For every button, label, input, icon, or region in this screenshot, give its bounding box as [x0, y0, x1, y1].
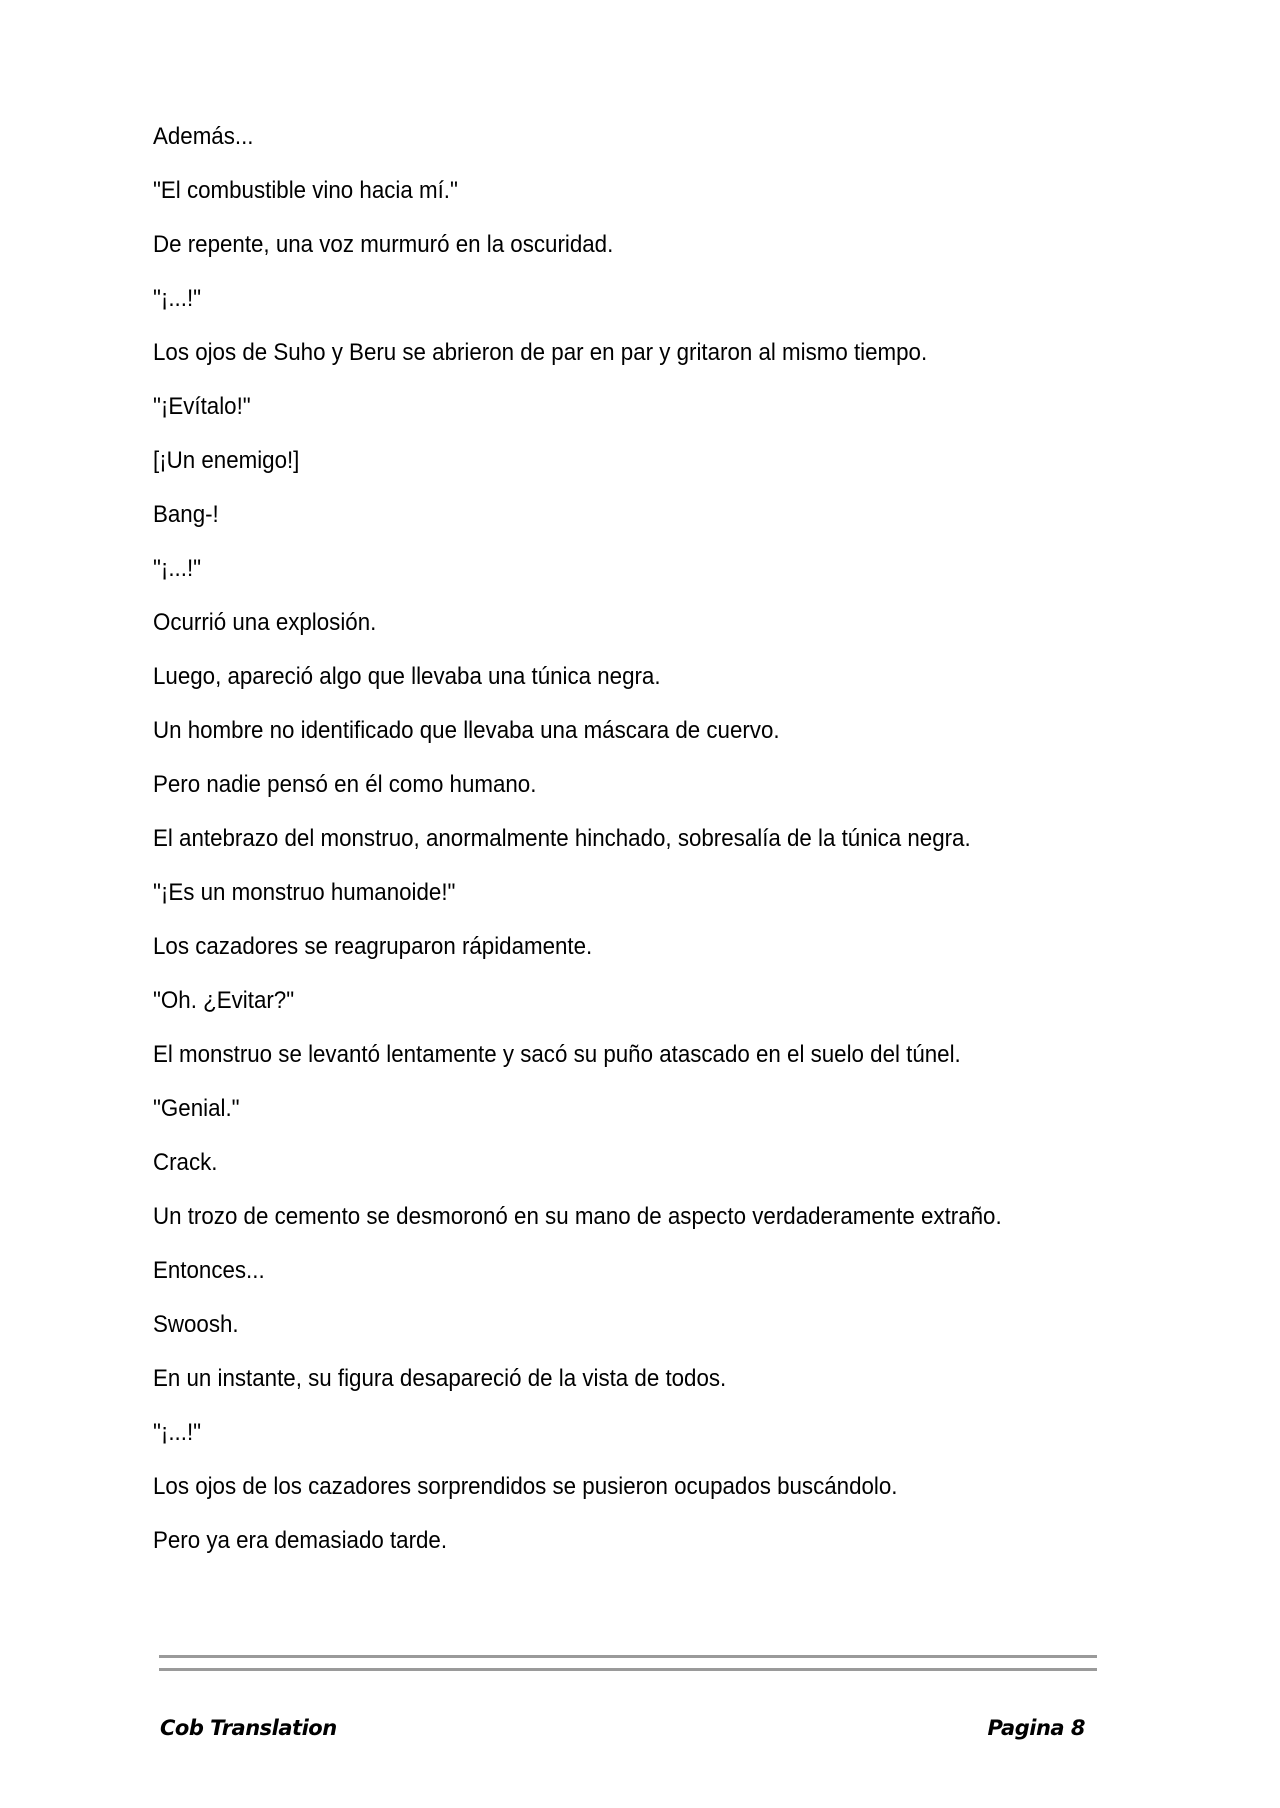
- footer-page-number: Pagina 8: [987, 1716, 1085, 1740]
- paragraph: Los ojos de Suho y Beru se abrieron de par en par y gritaron al mismo tiempo.: [153, 339, 928, 366]
- paragraph: Swoosh.: [153, 1311, 239, 1338]
- paragraph: "¡Evítalo!": [153, 393, 251, 420]
- paragraph: De repente, una voz murmuró en la oscuridad.: [153, 231, 614, 258]
- paragraph: "Genial.": [153, 1095, 240, 1122]
- paragraph: En un instante, su figura desapareció de la vista de todos.: [153, 1365, 727, 1392]
- paragraph: "¡...!": [153, 285, 202, 312]
- paragraph: Luego, apareció algo que llevaba una túnica negra.: [153, 663, 661, 690]
- paragraph: Los ojos de los cazadores sorprendidos se pusieron ocupados buscándolo.: [153, 1473, 898, 1500]
- paragraph: "¡...!": [153, 555, 202, 582]
- paragraph: [¡Un enemigo!]: [153, 447, 300, 474]
- paragraph: Además...: [153, 123, 254, 150]
- paragraph: Pero nadie pensó en él como humano.: [153, 771, 537, 798]
- paragraph: "El combustible vino hacia mí.": [153, 177, 458, 204]
- paragraph: Bang-!: [153, 501, 219, 528]
- paragraph: Pero ya era demasiado tarde.: [153, 1527, 448, 1554]
- paragraph: "Oh. ¿Evitar?": [153, 987, 295, 1014]
- paragraph: "¡...!": [153, 1419, 202, 1446]
- paragraph: El monstruo se levantó lentamente y sacó su puño atascado en el suelo del túnel.: [153, 1041, 961, 1068]
- paragraph: Ocurrió una explosión.: [153, 609, 377, 636]
- footer-translator-name: Cob Translation: [160, 1716, 337, 1740]
- paragraph: Un hombre no identificado que llevaba una máscara de cuervo.: [153, 717, 780, 744]
- paragraph: Entonces...: [153, 1257, 265, 1284]
- paragraph: "¡Es un monstruo humanoide!": [153, 879, 456, 906]
- paragraph: El antebrazo del monstruo, anormalmente hinchado, sobresalía de la túnica negra.: [153, 825, 971, 852]
- footer-rule-top: [159, 1655, 1097, 1658]
- footer-rule-bottom: [159, 1668, 1097, 1671]
- paragraph: Un trozo de cemento se desmoronó en su mano de aspecto verdaderamente extraño.: [153, 1203, 1002, 1230]
- paragraph: Crack.: [153, 1149, 218, 1176]
- paragraph: Los cazadores se reagruparon rápidamente.: [153, 933, 593, 960]
- body-text: [153, 120, 1037, 1578]
